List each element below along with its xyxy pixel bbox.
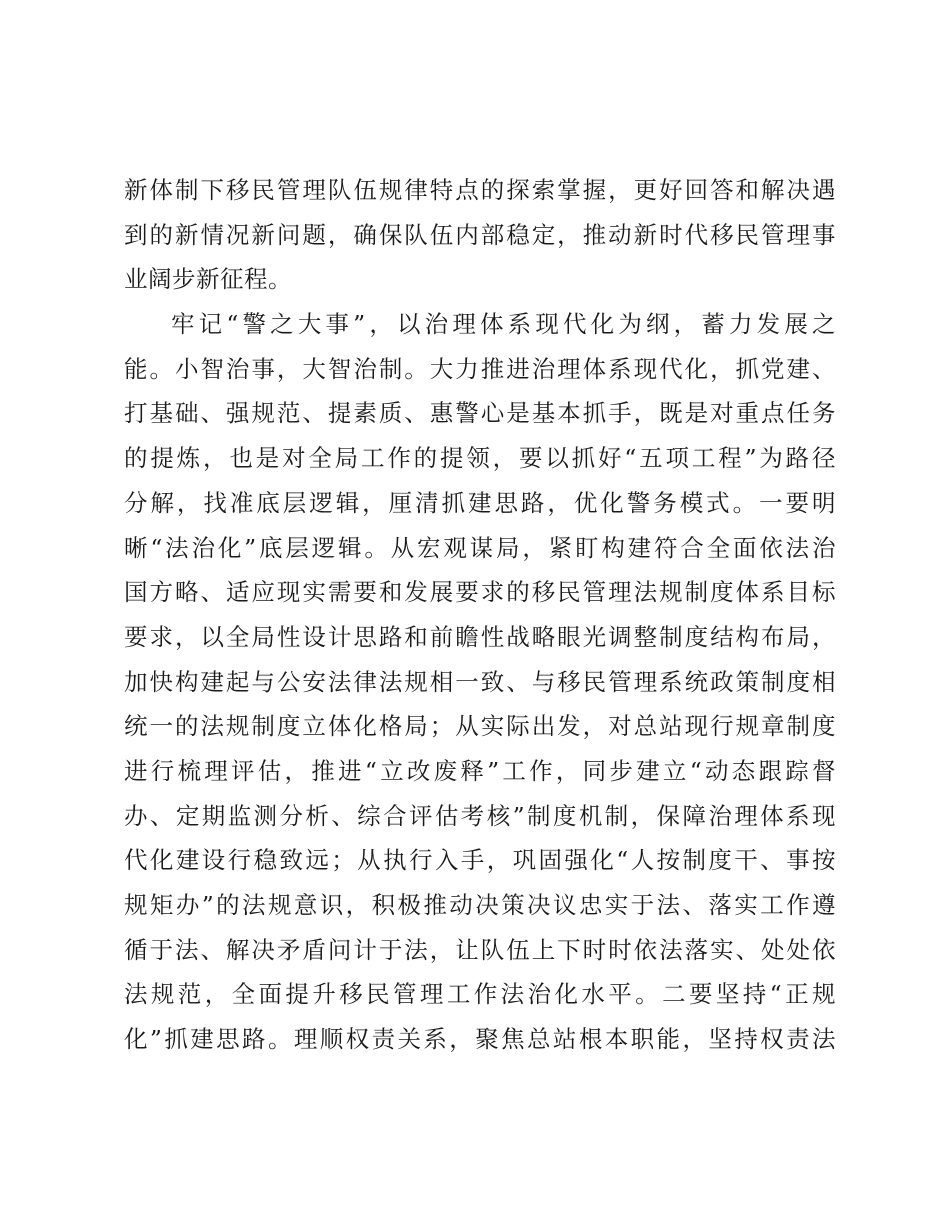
text-line: 循于法、解决矛盾问计于法，让队伍上下时时依法落实、处处依 [124, 935, 836, 964]
text-line: 打基础、强规范、提素质、惠警心是基本抓手，既是对重点任务 [124, 399, 836, 428]
text-line: 到的新情况新问题，确保队伍内部稳定，推动新时代移民管理事 [124, 220, 836, 249]
text-line: 分解，找准底层逻辑，厘清抓建思路，优化警务模式。一要明 [124, 488, 836, 517]
text-line: 业阔步新征程。 [124, 265, 292, 294]
text-line: 的提炼，也是对全局工作的提领，要以抓好“五项工程”为路径 [124, 444, 836, 473]
text-line: 化”抓建思路。理顺权责关系，聚焦总站根本职能，坚持权责法 [124, 1025, 836, 1054]
text-line: 晰“法治化”底层逻辑。从宏观谋局，紧盯构建符合全面依法治 [124, 533, 836, 562]
text-line: 能。小智治事，大智治制。大力推进治理体系现代化，抓党建、 [124, 354, 836, 383]
text-line: 统一的法规制度立体化格局；从实际出发，对总站现行规章制度 [124, 712, 836, 741]
text-line: 进行梳理评估，推进“立改废释”工作，同步建立“动态跟踪督 [124, 756, 836, 785]
text-line: 加快构建起与公安法律法规相一致、与移民管理系统政策制度相 [124, 667, 836, 696]
text-line: 代化建设行稳致远；从执行入手，巩固强化“人按制度干、事按 [124, 846, 836, 875]
text-line: 新体制下移民管理队伍规律特点的探索掌握，更好回答和解决遇 [124, 176, 836, 204]
paragraph-start-line: 牢记“警之大事”，以治理体系现代化为纲，蓄力发展之 [171, 310, 836, 339]
text-line: 要求，以全局性设计思路和前瞻性战略眼光调整制度结构布局， [124, 622, 836, 651]
text-line: 办、定期监测分析、综合评估考核”制度机制，保障治理体系现 [124, 801, 836, 830]
body-text [124, 168, 836, 1062]
text-line: 规矩办”的法规意识，积极推动决策决议忠实于法、落实工作遵 [124, 891, 836, 919]
text-line: 法规范，全面提升移民管理工作法治化水平。二要坚持“正规 [124, 980, 836, 1009]
text-line: 国方略、适应现实需要和发展要求的移民管理法规制度体系目标 [124, 578, 836, 607]
